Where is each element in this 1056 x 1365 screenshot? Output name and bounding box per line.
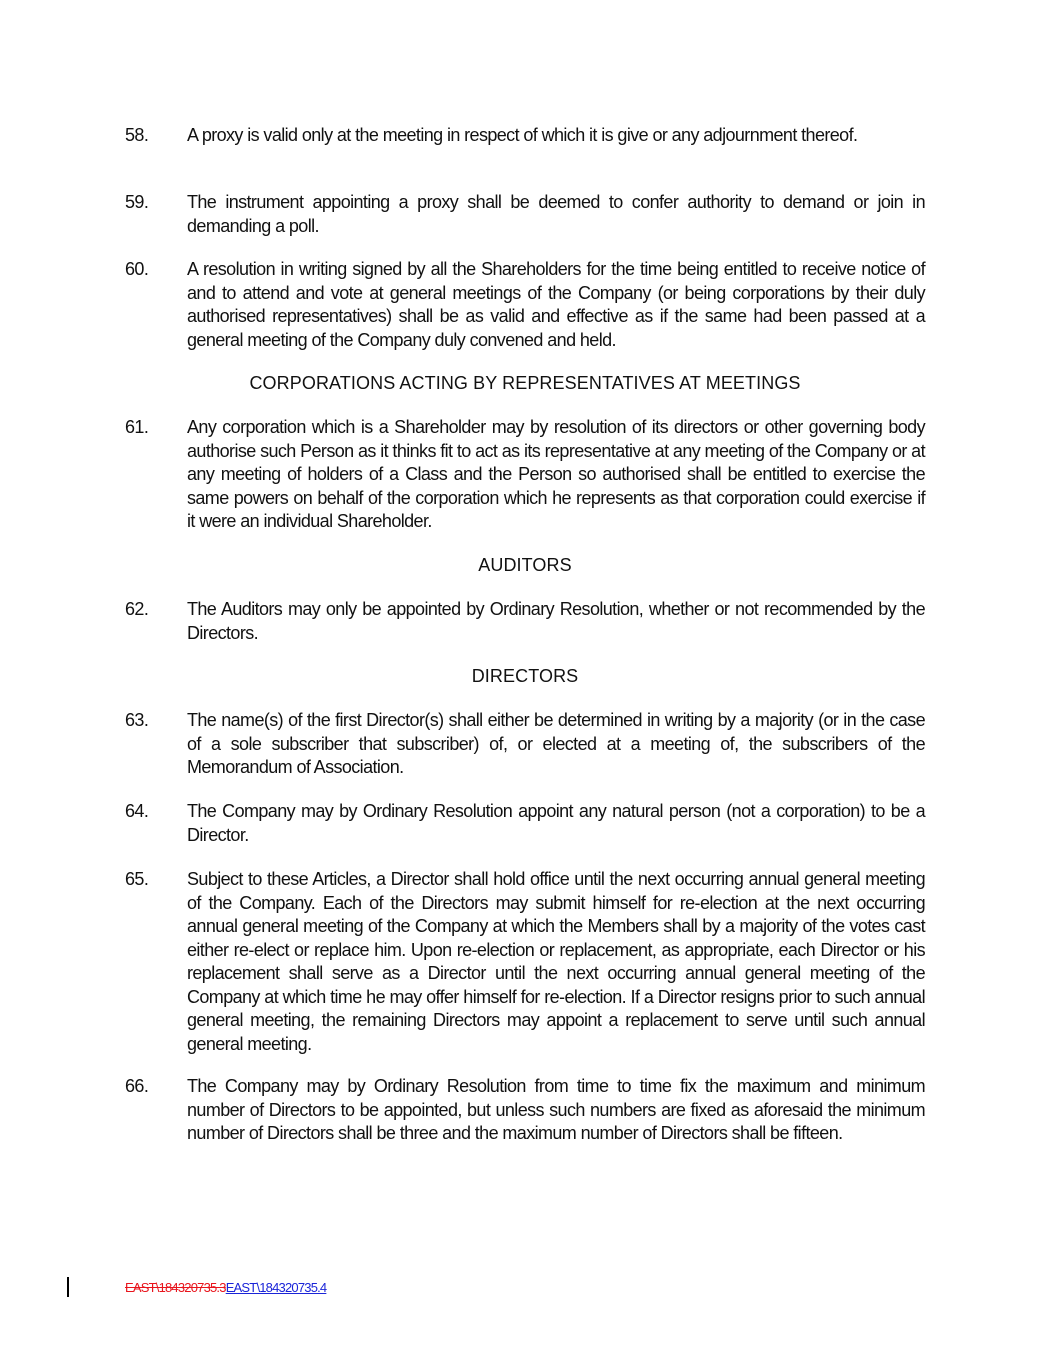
- article-text: The Auditors may only be appointed by Ordinary Resolution, whether or not recommended by the Directors.: [187, 599, 925, 643]
- section-heading-corporations: CORPORATIONS ACTING BY REPRESENTATIVES AT MEETINGS: [249, 373, 801, 393]
- article-text: The Company may by Ordinary Resolution appoint any natural person (not a corporation) to be a Director.: [187, 801, 925, 845]
- article-number: 65.: [125, 869, 149, 889]
- article-number: 64.: [125, 801, 149, 821]
- article-58: [125, 124, 925, 148]
- document-reference-footer: [125, 1280, 326, 1295]
- article-59: [125, 191, 925, 238]
- section-heading-auditors: AUDITORS: [478, 555, 572, 575]
- article-text: A proxy is valid only at the meeting in respect of which it is give or any adjournment thereof.: [187, 125, 858, 145]
- article-number: 58.: [125, 125, 149, 145]
- article-number: 60.: [125, 259, 149, 279]
- article-number: 62.: [125, 599, 149, 619]
- article-61: [125, 416, 925, 534]
- article-64: [125, 800, 925, 847]
- article-63: [125, 709, 925, 780]
- article-text: Any corporation which is a Shareholder may by resolution of its directors or other governing body authorise such Person as it thinks fit to act as its representative at any meeting of the Company or at any meeting of holders of a Class and the Person so authorised shall be entitled to exercise the same powers on behalf of the corporation which he represents as that corporation could exercise if it were an individual Shareholder.: [187, 417, 925, 531]
- change-bar: [67, 1277, 69, 1297]
- article-number: 66.: [125, 1076, 149, 1096]
- article-text: A resolution in writing signed by all the Shareholders for the time being entitled to receive notice of and to attend and vote at general meetings of the Company (or being corporations by their duly authorised representatives) shall be as valid and effective as if the same had been passed at a general meeting of the Company duly convened and held.: [187, 259, 925, 350]
- deleted-reference: EAST\184320735.3: [125, 1280, 226, 1295]
- article-text: The Company may by Ordinary Resolution from time to time fix the maximum and minimum number of Directors to be appointed, but unless such numbers are fixed as aforesaid the minimum number of Directors shall be three and the maximum number of Directors shall be fifteen.: [187, 1076, 925, 1143]
- inserted-reference: EAST\184320735.4: [225, 1280, 327, 1295]
- article-62: [125, 598, 925, 645]
- article-65: [125, 868, 925, 1056]
- article-number: 63.: [125, 710, 149, 730]
- article-text: The name(s) of the first Director(s) shall either be determined in writing by a majority (or in the case of a sole subscriber that subscriber) of, or elected at a meeting of, the subscribers of the Memorandum of Association.: [187, 710, 925, 777]
- article-number: 59.: [125, 192, 149, 212]
- article-number: 61.: [125, 417, 149, 437]
- article-60: [125, 258, 925, 352]
- article-text: Subject to these Articles, a Director shall hold office until the next occurring annual general meeting of the Company. Each of the Directors may submit himself for re-election at the next occurring annual general meeting of the Company at which the Members shall by a majority of the votes cast either re-elect or replace him. Upon re-election or replacement, as appropriate, each Director or his replacement shall serve as a Director until the next occurring annual general meeting of the Company at which time he may offer himself for re-election. If a Director resigns prior to such annual general meeting, the remaining Directors may appoint a replacement to serve until such annual general meeting.: [187, 869, 925, 1054]
- section-heading-directors: DIRECTORS: [471, 666, 579, 686]
- article-text: The instrument appointing a proxy shall be deemed to confer authority to demand or join in demanding a poll.: [187, 192, 925, 236]
- article-66: [125, 1075, 925, 1146]
